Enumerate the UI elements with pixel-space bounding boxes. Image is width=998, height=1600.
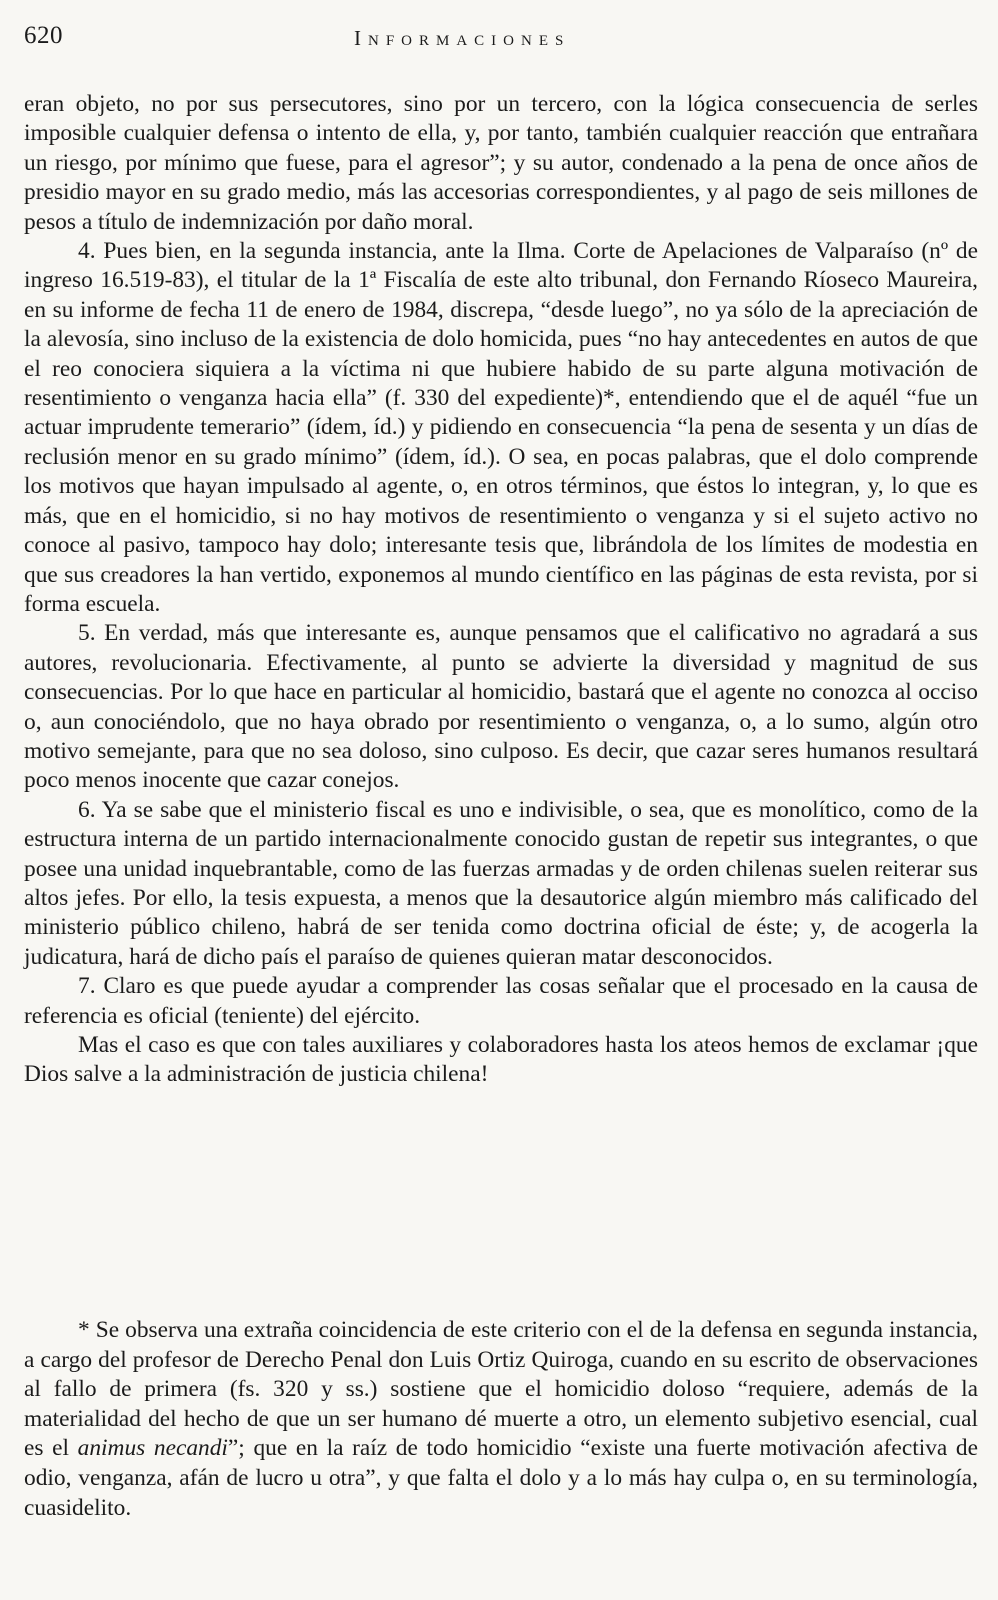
footnote-text — [24, 1316, 978, 1523]
page-number: 620 — [24, 22, 63, 49]
footnote — [24, 1316, 978, 1523]
paragraph-6: 6. Ya se sabe que el ministerio fiscal es uno e indivisible, o sea, que es monolítico, como de la estructura interna de un partido internacionalmente conocido gustan de repetir sus integrantes, o que posee una unidad inquebrantable, como de las fuerzas armadas y de orden chilenas suelen reiterar sus altos jefes. Por ello, la tesis expuesta, a menos que la desautorice algún miembro más calificado del ministerio público chileno, habrá de ser tenida como doctrina oficial de éste; y, de acogerla la judicatura, hará de dicho país el paraíso de quienes quieran matar desconocidos. — [24, 796, 978, 970]
paragraph-closing: Mas el caso es que con tales auxiliares y colaboradores hasta los ateos hemos de exclamar ¡que Dios salve a la administración de justicia chilena! — [24, 1032, 978, 1088]
paragraph-7: 7. Claro es que puede ayudar a comprender las cosas señalar que el procesado en la causa de referencia es oficial (teniente) del ejército. — [24, 973, 978, 1029]
running-head: Informaciones — [354, 26, 571, 50]
footnote-text-start: * Se observa una extraña coincidencia de este criterio con el de la defensa en segunda instancia, a cargo del profesor de Derecho Penal don Luis Ortiz Quiroga, cuando en su escrito de observaciones al fallo de primera (fs. 320 y ss.) sostiene que el homicidio doloso “requiere, además de la materialidad del hecho de que un ser humano dé muerte a otro, un elemento subjetivo esencial, cual es el — [24, 1317, 978, 1462]
page — [24, 16, 978, 1588]
footnote-italic-term: animus necandi — [77, 1435, 228, 1462]
page-header — [24, 16, 978, 74]
footnotes — [24, 1316, 978, 1523]
article-body — [24, 90, 978, 1090]
footnote-text-end: ”; que en la raíz de todo homicidio “existe una fuerte motivación afectiva de odio, venganza, afán de lucro u otra”, y que falta el dolo y a lo más hay culpa o, en su terminología, cuasidelito. — [24, 1435, 978, 1521]
paragraph-5: 5. En verdad, más que interesante es, aunque pensamos que el calificativo no agradará a sus autores, revolucionaria. Efectivamente, al punto se advierte la diversidad y magnitud de sus consecuencias. Por lo que hace en particular al homicidio, bastará que el agente no conozca al occiso o, aun conociéndolo, que no haya obrado por resentimiento o venganza, o, a lo sumo, algún otro motivo semejante, para que no sea doloso, sino culposo. Es decir, que cazar seres humanos resultará poco menos inocente que cazar conejos. — [24, 620, 978, 794]
paragraph-4: 4. Pues bien, en la segunda instancia, ante la Ilma. Corte de Apelaciones de Valparaíso (nº de ingreso 16.519-83), el titular de la 1ª Fiscalía de este alto tribunal, don Fernando Ríoseco Maureira, en su informe de fecha 11 de enero de 1984, discrepa, “desde luego”, no ya sólo de la apreciación de la alevosía, sino incluso de la existencia de dolo homicida, pues “no hay antecedentes en autos de que el reo conociera siquiera a la víctima ni que hubiere habido de su parte alguna motivación de resentimiento o venganza hacia ella” (f. 330 del expediente)*, entendiendo que el de aquél “fue un actuar imprudente temerario” (ídem, íd.) y pidiendo en consecuencia “la pena de sesenta y un días de reclusión menor en su grado mínimo” (ídem, íd.). O sea, en pocas palabras, que el dolo comprende los motivos que hayan impulsado al agente, o, en otros términos, que éstos lo integran, y, lo que es más, que en el homicidio, si no hay motivos de resentimiento o venganza y si el sujeto activo no conoce al pasivo, tampoco hay dolo; interesante tesis que, librándola de los límites de modestia en que sus creadores la han vertido, exponemos al mundo científico en las páginas de esta revista, por si forma escuela. — [24, 238, 978, 617]
paragraph-continuation: eran objeto, no por sus persecutores, sino por un tercero, con la lógica consecuencia de serles imposible cualquier defensa o intento de ella, y, por tanto, también cualquier reacción que entrañara un riesgo, por mínimo que fuese, para el agresor”; y su autor, condenado a la pena de once años de presidio mayor en su grado medio, más las accesorias correspondientes, y al pago de seis millones de pesos a título de indemnización por daño moral. — [24, 91, 978, 235]
